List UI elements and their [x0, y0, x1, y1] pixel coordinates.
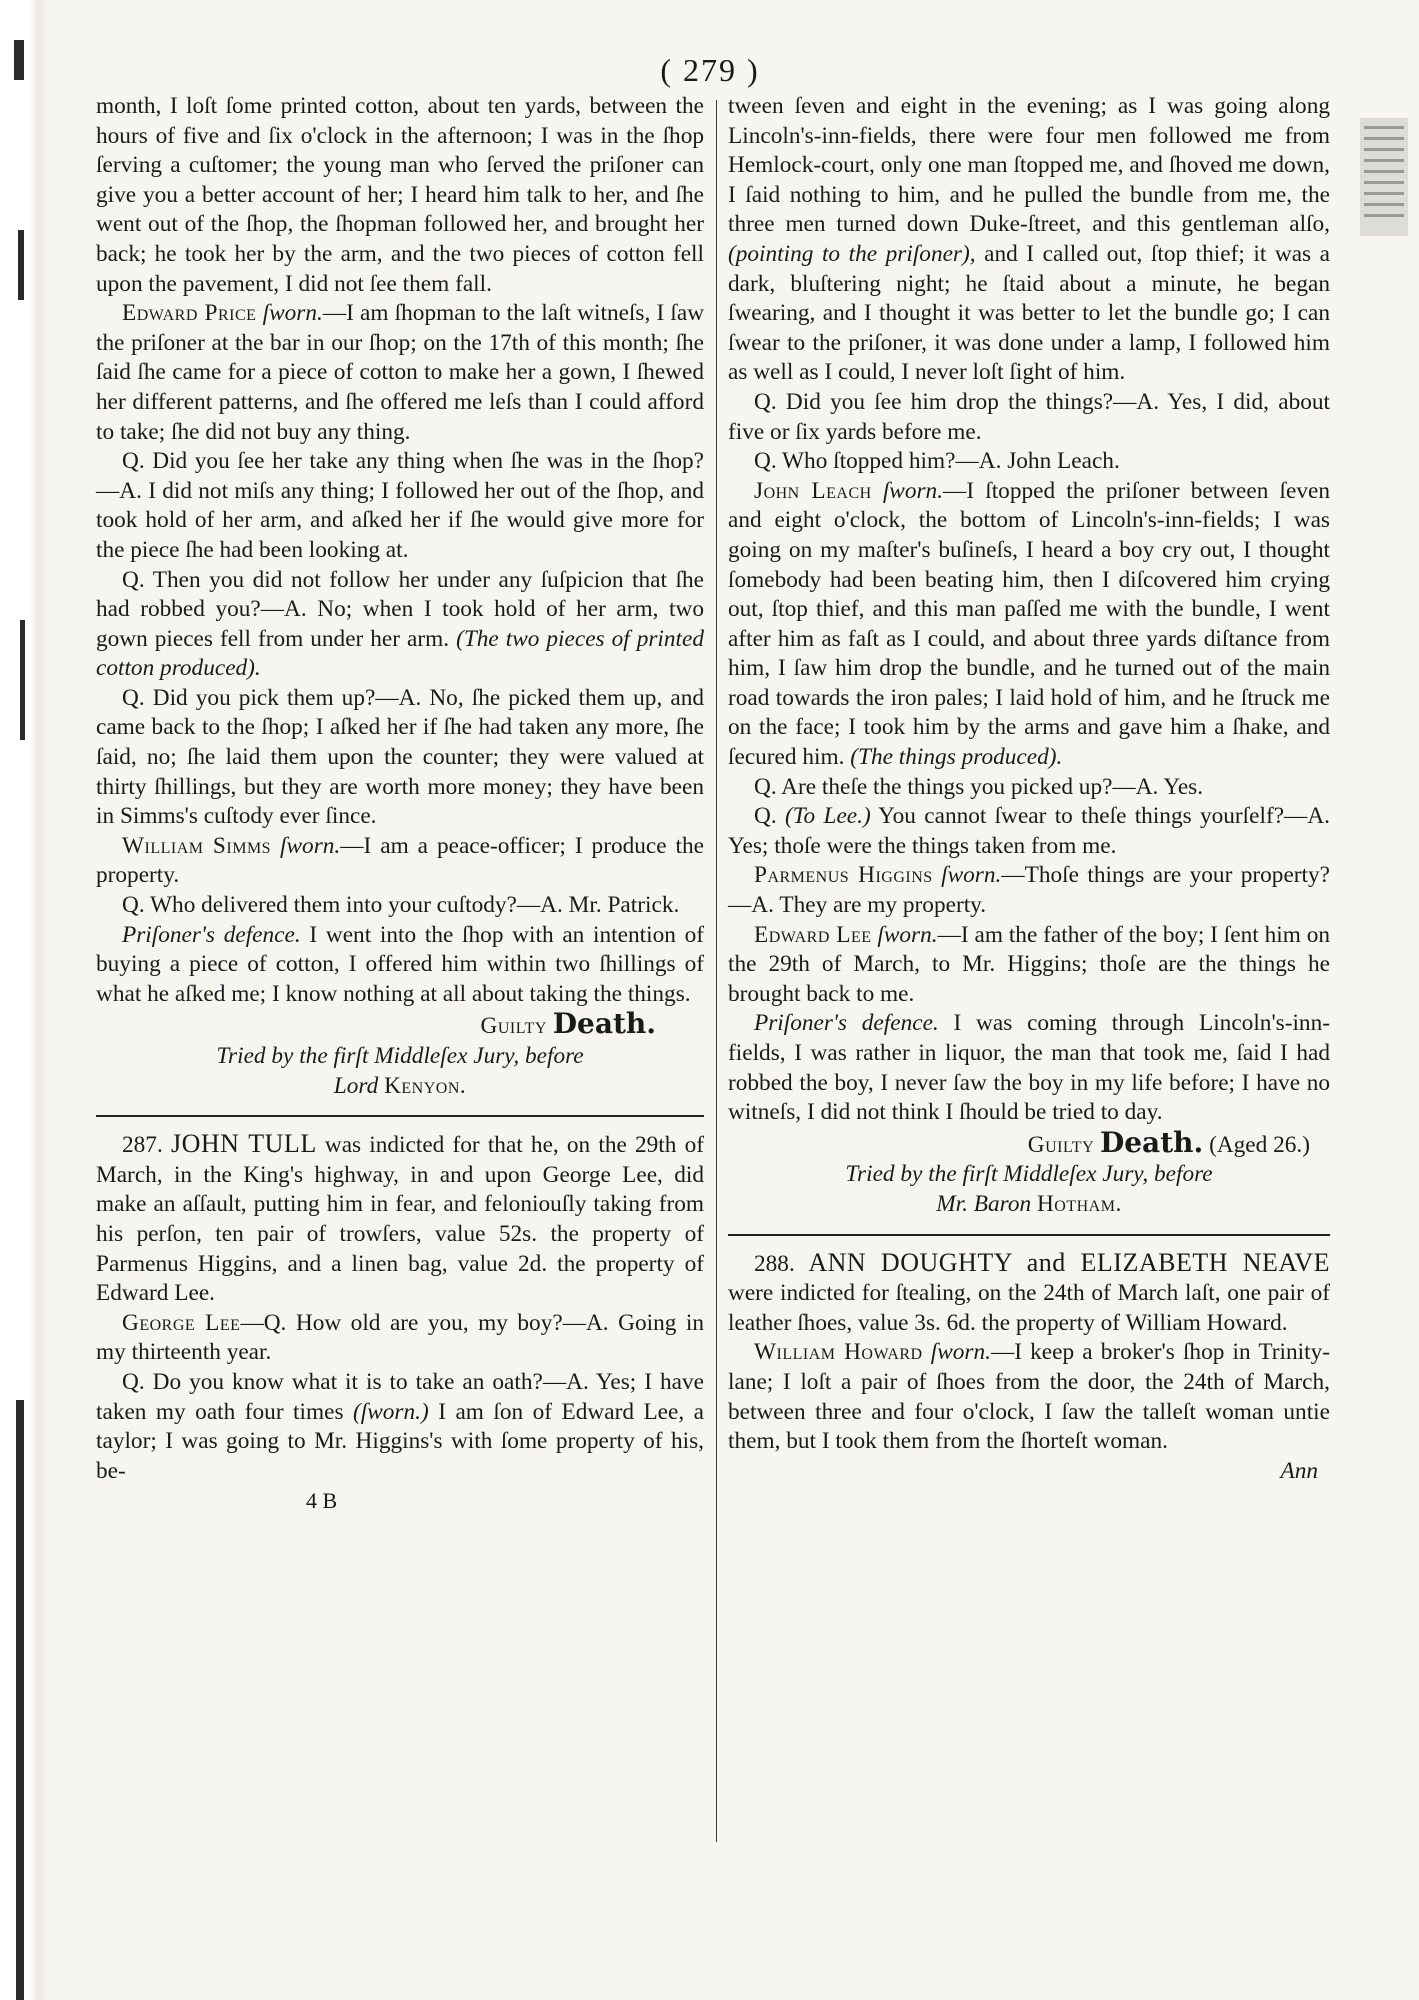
- testimony-text: I am ſon of Edward Lee, a taylor; I was going to Mr. Higgins's with ſome property of his, be-: [96, 1398, 704, 1484]
- left-column: [96, 92, 704, 1516]
- testimony-paragraph: [96, 299, 704, 447]
- witness-name: Edward Lee: [754, 921, 872, 948]
- question-answer: [96, 1368, 704, 1486]
- book-binding-edge: [0, 0, 48, 2000]
- sworn-label: ſworn.: [930, 1339, 991, 1366]
- testimony-text: and I called out, ſtop thief; it was a dark, bluſtering night; he ſtaid about a minute, he began ſwearing, and I thought it was better to let the bundle go; I can ſwear to the priſoner, it was done under a lamp, I followed him as well as I could, I never loſt ſight of him.: [728, 240, 1330, 386]
- column-divider: [716, 100, 717, 1842]
- sworn-label: ſworn.: [262, 300, 323, 327]
- question-answer: [96, 566, 704, 684]
- testimony-text: —I am a peace-officer; I produce the property.: [96, 832, 705, 889]
- judge-line: [96, 1072, 704, 1102]
- court-note: (The things produced).: [850, 744, 1063, 771]
- defence-label: Priſoner's defence.: [122, 921, 301, 948]
- case-defendant: ANN DOUGHTY and ELIZABETH NEAVE: [808, 1247, 1330, 1277]
- verdict-age: (Aged 26.): [1209, 1131, 1310, 1158]
- jury-line: Tried by the firſt Middleſex Jury, before: [845, 1161, 1213, 1188]
- testimony-text: —Thoſe things are your property?—A. They are my property.: [728, 862, 1331, 919]
- testimony-paragraph: [96, 832, 704, 891]
- testimony-text: Q. Then you did not follow her under any ſuſpicion that ſhe had robbed you?—A. No; when I took hold of her arm, two gown pieces fell from under her arm.: [96, 566, 704, 652]
- witness-name: Parmenus Higgins: [754, 862, 933, 889]
- defence-paragraph: [728, 1009, 1330, 1127]
- judge-line: [728, 1190, 1330, 1220]
- court-note: (The two pieces of printed cotton produced).: [96, 625, 704, 682]
- witness-name: William Howard: [754, 1339, 923, 1366]
- testimony-paragraph: [728, 92, 1330, 388]
- case-number: 288.: [754, 1250, 795, 1277]
- witness-name: William Simms: [122, 832, 272, 859]
- sworn-label: ſworn.: [877, 921, 938, 948]
- case-number: 287.: [122, 1132, 163, 1159]
- defence-text: I went into the ſhop with an intention of buying a piece of cotton, I offered him within two ſhillings of what he aſked me; I know nothing at all about taking the things.: [96, 921, 704, 1007]
- testimony-text: —I am the father of the boy; I ſent him on the 29th of March, to Mr. Higgins; thoſe are the things he brought back to me.: [728, 921, 1330, 1007]
- verdict: [728, 1125, 1330, 1161]
- adjacent-page-edge: [1360, 118, 1408, 236]
- case-heading: [96, 1129, 704, 1309]
- binding-mark: [14, 40, 24, 80]
- testimony-paragraph: [728, 861, 1330, 920]
- binding-mark: [18, 230, 24, 300]
- judge-prefix: Mr. Baron: [936, 1190, 1032, 1217]
- binding-mark: [20, 620, 25, 740]
- question-answer: Q. Who ſtopped him?—A. John Leach.: [754, 448, 1120, 475]
- sworn-label: ſworn.: [882, 477, 944, 504]
- verdict: [96, 1009, 704, 1042]
- witness-name: Edward Price: [122, 300, 257, 327]
- question-answer: Q. Who delivered them into your cuſtody?—A. Mr. Patrick.: [122, 892, 680, 919]
- case-defendant: JOHN TULL: [170, 1129, 317, 1159]
- question-answer: [728, 802, 1330, 861]
- testimony-text: —Q. How old are you, my boy?—A. Going in my thirteenth year.: [96, 1309, 704, 1366]
- testimony-text: —I am ſhopman to the laſt witneſs, I ſaw the priſoner at the bar in our ſhop; on the 17th of this month; ſhe ſaid ſhe came for a piece of cotton to make her a gown, I ſhewed her different patterns, and ſhe offered me leſs than I could afford to take; ſhe did not buy any thing.: [96, 300, 705, 445]
- testimony-paragraph: [728, 477, 1330, 773]
- page-number: ( 279 ): [660, 52, 760, 88]
- right-column: [728, 92, 1330, 1486]
- verdict-sentence: Death.: [1099, 1125, 1204, 1159]
- testimony-paragraph: [728, 1338, 1330, 1456]
- case-indictment: were indicted for ſtealing, on the 24th of March laſt, one pair of leather ſhoes, value 3s. 6d. the property of William Howard.: [728, 1280, 1330, 1336]
- defence-label: Priſoner's defence.: [754, 1010, 939, 1037]
- verdict-word: Guilty: [480, 1013, 547, 1040]
- judge-name: Hotham.: [1036, 1190, 1122, 1217]
- printer-signature: 4 B: [306, 1488, 338, 1514]
- testimony-paragraph: [728, 921, 1330, 1010]
- judge-prefix: Lord: [333, 1072, 379, 1099]
- testimony-text: tween ſeven and eight in the evening; as I was going along Lincoln's-inn-fields, there were four men followed me from Hemlock-court, only one man ſtopped me, and ſhoved me down, I ſaid nothing to him, and he pulled the bundle from me, the three men turned down Duke-ſtreet, and this gentleman alſo,: [728, 93, 1330, 238]
- jury-line: Tried by the firſt Middleſex Jury, before: [216, 1043, 584, 1069]
- verdict-sentence: Death.: [552, 1007, 656, 1041]
- testimony-text: Q. Do you know what it is to take an oath?—A. Yes; I have taken my oath four times: [96, 1368, 704, 1425]
- question-answer: Q. Did you ſee him drop the things?—A. Yes, I did, about five or ſix yards before me.: [728, 388, 1330, 445]
- defence-paragraph: [96, 921, 704, 1010]
- case-heading: [728, 1248, 1330, 1339]
- witness-name: John Leach: [754, 477, 872, 504]
- court-note: (ſworn.): [353, 1398, 429, 1425]
- testimony-paragraph: [96, 1309, 704, 1368]
- question-answer: Q. Did you ſee her take any thing when ſhe was in the ſhop?—A. I did not miſs any thing; I followed her out of the ſhop, and took hold of her arm, and aſked her if ſhe would give more for the piece ſhe had been looking at.: [96, 448, 704, 563]
- court-note: (To Lee.): [784, 803, 871, 830]
- defence-text: I was coming through Lincoln's-inn-fields, I was rather in liquor, the man that took me, ſaid I had robbed the boy, I never ſaw the boy in my life before; I have no witneſs, I did not think I ſhould be tried to day.: [728, 1010, 1330, 1126]
- catchword: Ann: [1280, 1457, 1318, 1484]
- binding-mark: [16, 1400, 24, 2000]
- sworn-label: ſworn.: [280, 832, 341, 859]
- verdict-word: Guilty: [1027, 1131, 1095, 1158]
- testimony-paragraph: month, I loſt ſome printed cotton, about ten yards, between the hours of five and ſix o'clock in the afternoon; I was in the ſhop ſerving a cuſtomer; the young man who ſerved the priſoner can give you a better account of her; I heard him talk to her, and ſhe went out of the ſhop, the ſhopman followed her, and brought her back; he took her by the arm, and the two pieces of cotton fell upon the pavement, I did not ſee them fall.: [96, 93, 704, 297]
- testimony-text: Q.: [754, 803, 777, 830]
- case-separator-rule: [728, 1234, 1330, 1236]
- testimony-text: —I ſtopped the priſoner between ſeven and eight o'clock, the bottom of Lincoln's-inn-fields; I was going on my maſter's buſineſs, I heard a boy cry out, I thought ſomebody had been beating him, then I diſcovered him crying out, ſtop thief, and this man paſſed me with the bundle, I went after him as faſt as I could, and about three yards diſtance from him, I ſaw him drop the bundle, and he turned out of the main road towards the iron pales; I laid hold of him, and he ſtruck me on the face; I took him by the arms and gave him a ſhake, and ſecured him.: [728, 477, 1330, 771]
- judge-name: Kenyon.: [384, 1072, 467, 1099]
- case-separator-rule: [96, 1115, 704, 1117]
- testimony-text: You cannot ſwear to theſe things yourſelf?—A. Yes; thoſe were the things taken from me.: [728, 803, 1330, 859]
- sworn-label: ſworn.: [941, 862, 1002, 889]
- question-answer: Q. Did you pick them up?—A. No, ſhe picked them up, and came back to the ſhop; I aſked her if ſhe had taken any more, ſhe ſaid, no; ſhe laid them upon the counter; they were valued at thirty ſhillings, but they are worth more money; they have been in Simms's cuſtody ever ſince.: [96, 684, 704, 830]
- case-indictment: was indicted for that he, on the 29th of March, in the King's highway, in and upon George Lee, did make an aſſault, putting him in fear, and feloniouſly taking from his perſon, ten pair of trowſers, value 52s. the property of Parmenus Higgins, and a linen bag, value 2d. the property of Edward Lee.: [96, 1132, 704, 1307]
- question-answer: Q. Are theſe the things you picked up?—A. Yes.: [754, 773, 1204, 800]
- testimony-text: —I keep a broker's ſhop in Trinity-lane; I loſt a pair of ſhoes from the door, the 24th of March, between three and four o'clock, I ſaw the talleſt woman untie them, but I took them from the ſhorteſt woman.: [728, 1339, 1330, 1455]
- court-note: (pointing to the priſoner),: [728, 240, 976, 267]
- witness-name: George Lee: [122, 1309, 241, 1336]
